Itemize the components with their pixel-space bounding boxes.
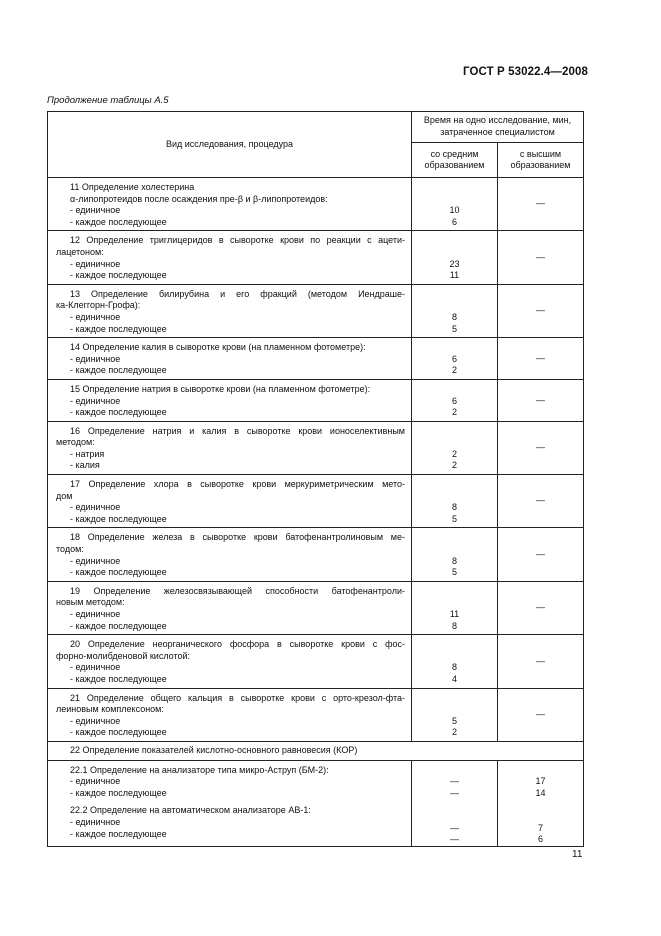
procedure-cell [48, 688, 412, 741]
procedure-cell [48, 581, 412, 634]
item-label: - единичное [70, 395, 121, 406]
secondary-values-cell [412, 421, 498, 474]
value-dash: — [536, 394, 545, 405]
procedure-title: новым методом: [56, 597, 125, 608]
value-secondary: 8 [451, 555, 457, 566]
item-label: - единичное [70, 816, 121, 827]
value-secondary: 2 [451, 727, 457, 738]
item-label: - единичное [70, 609, 121, 619]
procedure-cell [48, 231, 412, 284]
value-dash: — [536, 548, 545, 559]
procedure-title: методом: [56, 437, 95, 448]
value-secondary: 8 [451, 662, 457, 673]
value-secondary: 2 [451, 448, 457, 459]
subsection-title: 22.1 Определение на анализаторе типа микро-Аструп (БМ-2): [70, 764, 329, 775]
item-label: - единичное [70, 662, 121, 673]
item-label: - единичное [70, 311, 121, 322]
item-label: - единичное [70, 205, 121, 216]
value-secondary: 11 [449, 609, 460, 619]
value-dash: — [450, 776, 459, 787]
value-dash: — [536, 251, 545, 262]
higher-values-cell [498, 760, 584, 846]
table-row [48, 581, 584, 634]
subsection-title: 22.2 Определение на автоматическом анализаторе АВ-1: [70, 805, 311, 816]
procedure-cell [48, 421, 412, 474]
value-secondary: 11 [449, 270, 460, 281]
procedure-title: форно-молибденовой кислотой: [56, 650, 191, 661]
secondary-values-cell [412, 379, 498, 421]
section-22 [48, 741, 584, 846]
table-row [48, 635, 584, 688]
item-label: - единичное [70, 353, 121, 364]
item-label: - каждое последующее [70, 673, 167, 684]
value-dash: — [536, 305, 545, 316]
value-secondary: 5 [451, 513, 457, 524]
value-secondary: 5 [451, 715, 457, 726]
item-label: - единичное [70, 715, 121, 726]
secondary-values-cell [412, 231, 498, 284]
procedure-title: 15 Определение натрия в сыворотке крови (на пламенном фотометре): [70, 383, 371, 394]
value-dash: — [536, 352, 545, 363]
procedure-title: 12 Определение триглицеридов в сыворотке крови по реакции с ацети- [70, 235, 405, 246]
higher-values-cell [498, 528, 584, 581]
procedure-title: 21 Определение общего кальция в сыворотке крови с орто-крезол-фта- [70, 692, 405, 703]
value-higher: 6 [538, 834, 544, 845]
table-row [48, 421, 584, 474]
value-secondary: 8 [451, 502, 457, 513]
column-header-higher-education: с высшим образованием [498, 143, 584, 178]
value-dash: — [536, 602, 545, 613]
section-22-title: 22 Определение показателей кислотно-основного равновесия (КОР) [48, 741, 584, 760]
table-header [48, 112, 584, 178]
procedure-title: 11 Определение холестерина [70, 182, 195, 192]
procedure-title: 14 Определение калия в сыворотке крови (на пламенном фотометре): [70, 342, 366, 353]
value-secondary: 6 [451, 216, 457, 227]
procedure-cell [48, 338, 412, 380]
value-secondary: 23 [449, 258, 460, 269]
procedure-title: дом [56, 490, 73, 501]
item-label: - единичное [70, 502, 121, 513]
item-label: - единичное [70, 258, 121, 269]
secondary-values-cell [412, 760, 498, 846]
value-dash: — [536, 198, 545, 209]
value-secondary: 2 [451, 460, 457, 471]
value-dash: — [536, 495, 545, 506]
value-dash: — [450, 834, 459, 845]
value-secondary: 6 [451, 353, 457, 364]
procedure-title: лацетоном: [56, 246, 104, 257]
column-header-procedure: Вид исследования, процедура [48, 112, 412, 178]
column-header-secondary-education: со средним образованием [412, 143, 498, 178]
value-dash: — [450, 787, 459, 798]
secondary-values-cell [412, 635, 498, 688]
procedure-title: леиновым комплексоном: [56, 704, 164, 715]
table-row [48, 528, 584, 581]
procedure-cell [48, 635, 412, 688]
procedure-cell [48, 760, 412, 846]
item-label: - каждое последующее [70, 567, 167, 578]
procedure-cell [48, 528, 412, 581]
value-secondary: 8 [451, 620, 457, 631]
secondary-values-cell [412, 475, 498, 528]
higher-values-cell [498, 338, 584, 380]
item-label: - единичное [70, 776, 121, 787]
item-label: - единичное [70, 555, 121, 566]
secondary-values-cell [412, 688, 498, 741]
higher-values-cell [498, 379, 584, 421]
value-secondary: 5 [451, 323, 457, 334]
item-label: - каждое последующее [70, 365, 167, 376]
table-row [48, 338, 584, 380]
table-row [48, 284, 584, 337]
value-higher: 7 [538, 822, 544, 833]
value-secondary: 4 [451, 673, 457, 684]
procedure-title: 19 Определение железосвязывающей способности батофенантроли- [70, 585, 405, 596]
page-number: 11 [572, 849, 583, 860]
procedure-title: 20 Определение неорганического фосфора в сыворотке крови с фос- [70, 639, 405, 650]
higher-values-cell [498, 475, 584, 528]
secondary-values-cell [412, 178, 498, 231]
secondary-values-cell [412, 528, 498, 581]
table-row [48, 178, 584, 231]
value-secondary: 5 [451, 567, 457, 578]
higher-values-cell [498, 581, 584, 634]
procedure-subtitle: α-липопротеидов после осаждения пре-β и β-липопротеидов: [70, 193, 328, 204]
table-row [48, 231, 584, 284]
higher-values-cell [498, 178, 584, 231]
secondary-values-cell [412, 284, 498, 337]
procedure-title: тодом: [56, 544, 84, 555]
item-label: - каждое последующее [70, 270, 167, 281]
item-label: - каждое последующее [70, 407, 167, 418]
value-higher: 17 [535, 776, 546, 787]
secondary-values-cell [412, 581, 498, 634]
procedure-cell [48, 178, 412, 231]
item-label: - калия [70, 460, 100, 471]
procedure-title: 16 Определение натрия и калия в сыворотке крови ионоселективным [70, 425, 405, 436]
procedure-cell [48, 475, 412, 528]
item-label: - каждое последующее [70, 828, 167, 839]
table-row [48, 379, 584, 421]
value-dash: — [536, 655, 545, 666]
document-code: ГОСТ Р 53022.4—2008 [463, 66, 588, 78]
value-higher: 14 [535, 787, 546, 798]
item-label: - каждое последующее [70, 787, 167, 798]
value-secondary: 10 [449, 205, 460, 216]
higher-values-cell [498, 231, 584, 284]
procedure-title: 18 Определение железа в сыворотке крови батофенантролиновым ме- [70, 532, 405, 543]
higher-values-cell [498, 421, 584, 474]
item-label: - каждое последующее [70, 513, 167, 524]
value-secondary: 2 [451, 365, 457, 376]
higher-values-cell [498, 284, 584, 337]
item-label: - каждое последующее [70, 323, 167, 334]
value-secondary: 6 [451, 395, 457, 406]
table-body [48, 178, 584, 742]
value-dash: — [536, 442, 545, 453]
procedure-title: 17 Определение хлора в сыворотке крови меркуриметрическим мето- [70, 479, 405, 490]
value-secondary: 2 [451, 407, 457, 418]
item-label: - каждое последующее [70, 727, 167, 738]
higher-values-cell [498, 688, 584, 741]
value-dash: — [450, 822, 459, 833]
table-row [48, 688, 584, 741]
higher-values-cell [498, 635, 584, 688]
value-dash: — [536, 708, 545, 719]
item-label: - каждое последующее [70, 216, 167, 227]
column-header-time: Время на одно исследование, мин, затраченное специалистом [412, 112, 584, 143]
procedure-title: ка-Клеггорн-Грофа): [56, 300, 141, 311]
item-label: - натрия [70, 448, 105, 459]
procedure-title: 13 Определение билирубина и его фракций (методом Иендраше- [70, 288, 405, 299]
time-norms-table [47, 111, 584, 847]
procedure-cell [48, 379, 412, 421]
table-caption: Продолжение таблицы А.5 [47, 95, 169, 106]
item-label: - каждое последующее [70, 620, 167, 631]
value-secondary: 8 [451, 311, 457, 322]
procedure-cell [48, 284, 412, 337]
table-row [48, 475, 584, 528]
secondary-values-cell [412, 338, 498, 380]
